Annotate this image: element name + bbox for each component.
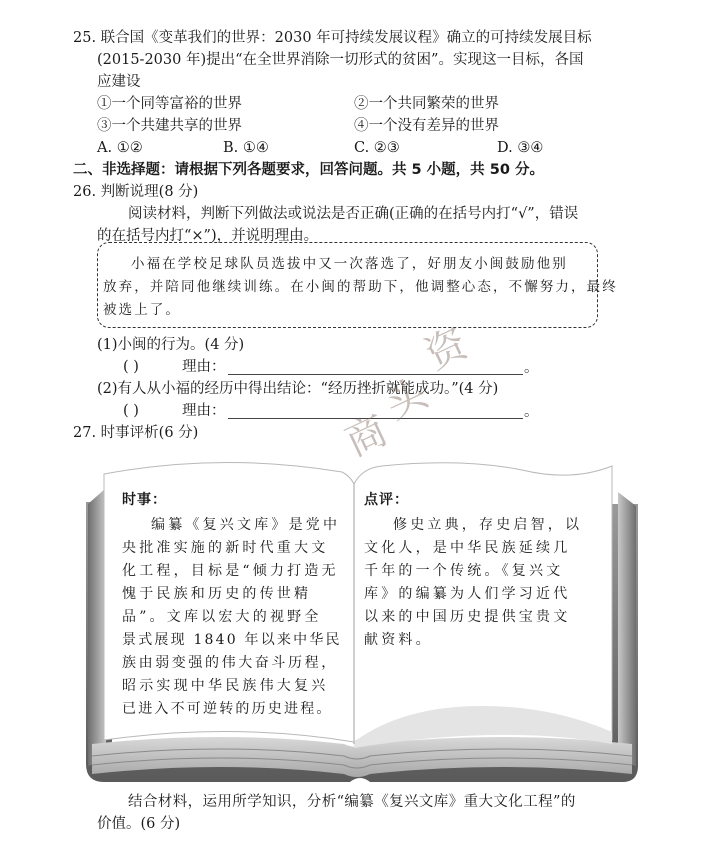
q25-stem-line-3: 应建设 [97,74,141,90]
choice-b[interactable]: B. ①④ [223,140,269,156]
q26-material-line-2: 放弃，并陪同他继续训练。在小闽的帮助下，他调整心态，不懈努力，最终 [103,279,618,295]
q25-statement-1: ①一个同等富裕的世界 [97,96,242,112]
book-right-line-2: 文化人，是中华民族延续几 [364,540,571,556]
q27-question-line-2: 价值。(6 分) [97,816,181,832]
choice-d[interactable]: D. ③④ [497,140,544,156]
book-left-heading: 时事： [122,492,167,508]
q26-sub1-reason-label: 理由： [182,359,226,375]
choice-a[interactable]: A. ①② [97,140,143,156]
q26-sub1-answer-paren[interactable]: ( ) [123,359,139,375]
q26-sub2-end-mark: 。 [524,404,539,420]
book-right-line-4: 库》的编纂为人们学习近代 [364,586,571,602]
q26-sub1-end-mark: 。 [524,360,539,376]
q25-stem-line-1: 25. 联合国《变革我们的世界：2030 年可持续发展议程》确立的可持续发展目标 [73,30,592,46]
book-right-line-3: 千年的一个传统。《复兴文 [364,563,564,579]
q27-title: 27. 时事评析(6 分) [73,425,199,441]
book-left-line-5: 品”。文库以宏大的视野全 [122,609,322,625]
choice-c[interactable]: C. ②③ [354,140,400,156]
book-right-line-6: 献资料。 [364,632,433,648]
q25-statement-3: ③一个共建共享的世界 [97,118,242,134]
book-left-line-6: 景式展现 1840 年以来中华民 [122,632,342,648]
q25-statement-2: ②一个共同繁荣的世界 [354,96,499,112]
book-left-line-9: 已进入不可逆转的历史进程。 [122,701,333,717]
q26-sub2-answer-paren[interactable]: ( ) [123,403,139,419]
q26-instruction-line-1: 阅读材料，判断下列做法或说法是否正确(正确的在括号内打“√”，错误 [128,206,579,222]
q26-sub1-prompt: (1)小闽的行为。(4 分) [97,337,245,353]
book-left-line-4: 愧于民族和历史的传世精 [122,586,312,602]
q25-statement-4: ④一个没有差异的世界 [354,118,499,134]
watermark-char-1: 资 [418,320,475,379]
watermark-char-2: 头 [378,370,435,429]
book-right-line-5: 以来的中国历史提供宝贵文 [364,609,571,625]
q26-sub2-reason-label: 理由： [182,403,226,419]
book-left-line-3: 化工程，目标是“倾力打造无 [122,563,339,579]
q26-sub2-prompt: (2)有人从小福的经历中得出结论：“经历挫折就能成功。”(4 分) [97,381,499,397]
q26-material-line-3: 被选上了。 [103,302,181,318]
section-2-heading: 二、非选择题：请根据下列各题要求，回答问题。共 5 小题，共 50 分。 [73,162,544,178]
q26-title: 26. 判断说理(8 分) [73,184,199,200]
book-left-line-8: 昭示实现中华民族伟大复兴 [122,678,329,694]
open-book-illustration [82,444,642,789]
q25-statements-row-2 [97,116,597,136]
book-left-line-2: 央批准实施的新时代重大文 [122,540,329,556]
book-left-line-7: 族由弱变强的伟大奋斗历程， [122,655,338,671]
q26-instruction-line-2: 的在括号内打“×”)，并说明理由。 [97,228,319,244]
q27-question-line-1: 结合材料，运用所学知识，分析“编纂《复兴文库》重大文化工程”的 [128,794,576,810]
q26-material-line-1: 小福在学校足球队员选拔中又一次落选了，好朋友小闽鼓励他别 [131,256,568,272]
q25-choices [97,138,597,158]
watermark-char-3: 商 [338,407,395,466]
q26-sub1-reason-blank[interactable] [228,374,523,375]
book-right-heading: 点评： [364,492,409,508]
q25-statements-row-1 [97,94,597,114]
book-right-line-1: 修史立典，存史启智，以 [393,517,583,533]
q25-stem-line-2: (2015-2030 年)提出“在全世界消除一切形式的贫困”。实现这一目标，各国 [97,52,584,68]
book-left-line-1: 编纂《复兴文库》是党中 [151,517,341,533]
